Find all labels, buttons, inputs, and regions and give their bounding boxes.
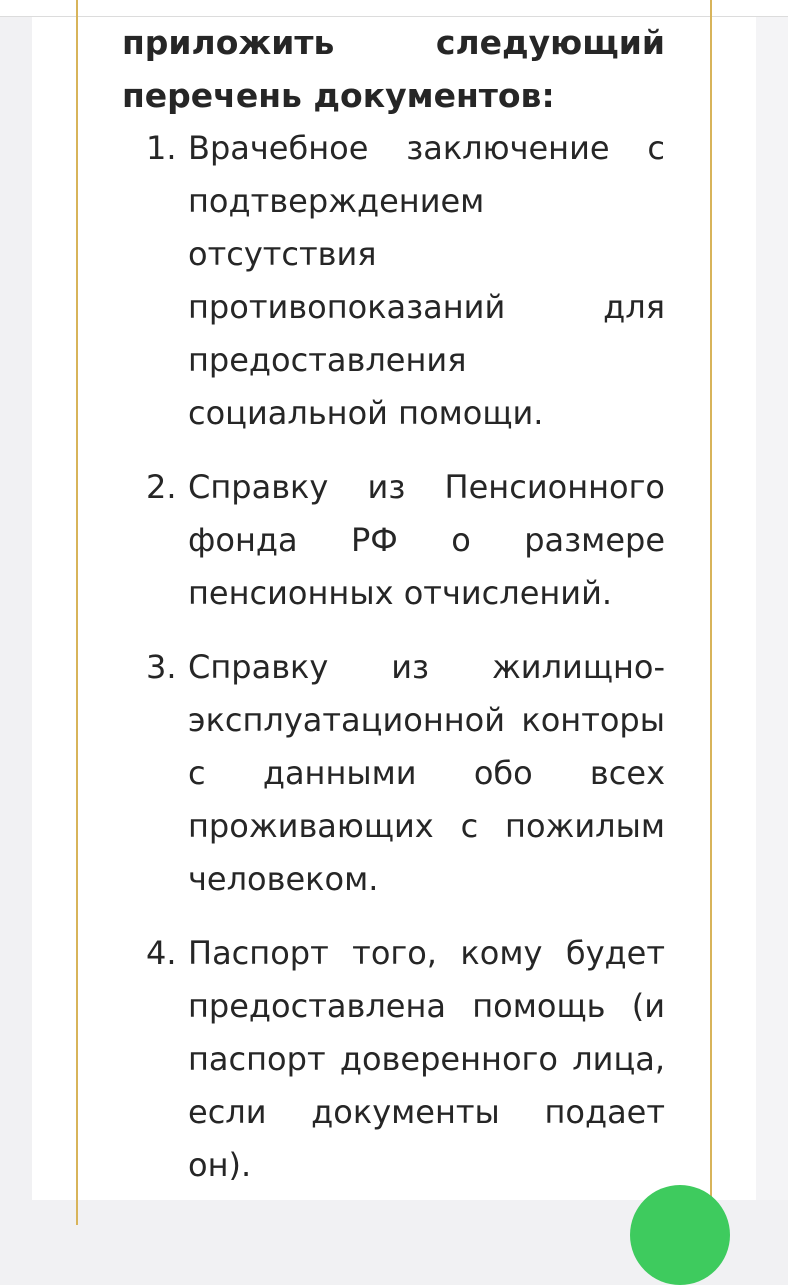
list-item-text: Справку из Пенсионного фонда РФ о размере пенсионных отчислений. [188, 468, 665, 612]
documents-list [122, 122, 665, 1192]
list-item-number: 3. [146, 648, 177, 686]
intro-text: приложить следующий перечень документов: [122, 23, 665, 115]
page-margin [756, 17, 788, 1200]
chat-button[interactable] [630, 1185, 730, 1285]
list-item-text: Паспорт того, кому будет предоставлена помощь (и паспорт доверенного лица, если документы подает он). [188, 934, 665, 1184]
list-item-text: Врачебное заключение с подтверждением отсутствия противопоказаний для предоставления социальной помощи. [188, 129, 665, 432]
list-item-number: 1. [146, 129, 177, 167]
list-item [122, 927, 665, 1192]
list-item [122, 461, 665, 620]
list-item-number: 4. [146, 934, 177, 972]
list-item [122, 641, 665, 906]
list-item-text: Справку из жилищно-эксплуатационной конторы с данными обо всех проживающих с пожилым человеком. [188, 648, 665, 898]
list-item [122, 122, 665, 440]
list-item-number: 2. [146, 468, 177, 506]
article-content [122, 16, 665, 1213]
